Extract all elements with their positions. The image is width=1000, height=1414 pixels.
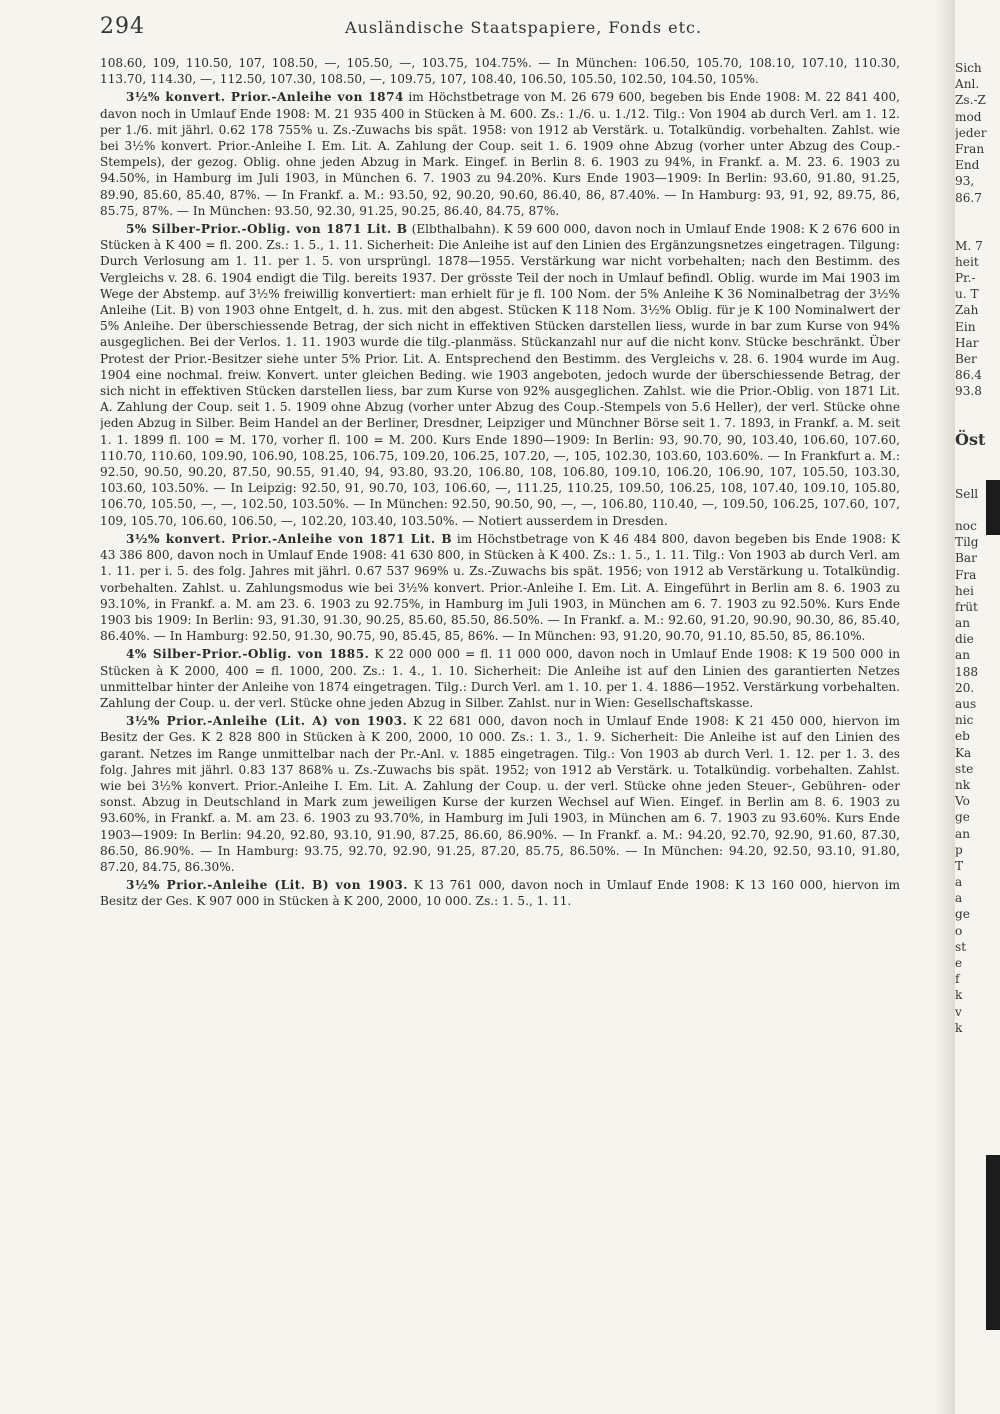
fragment-line: aus bbox=[955, 697, 977, 711]
fragment-line: heit bbox=[955, 254, 979, 269]
fragment-line: Vo bbox=[955, 794, 970, 809]
entry-heading: 3½% Prior.-Anleihe (Lit. B) von 1903. bbox=[126, 878, 409, 893]
fragment-line: T bbox=[955, 858, 964, 873]
fragment-line: nic bbox=[955, 713, 974, 728]
fragment-line: a bbox=[955, 891, 963, 906]
fragment-line: Zs.-Z bbox=[955, 93, 986, 108]
main-text-column bbox=[100, 55, 900, 1355]
entry-heading: 3½% konvert. Prior.-Anleihe von 1874 bbox=[126, 90, 404, 105]
fragment-line: ste bbox=[955, 761, 974, 776]
fragment-line: früt bbox=[955, 599, 978, 614]
entry-text: (Elbthalbahn). K 59 600 000, davon noch in Umlauf Ende 1908: K 2 676 600 in Stücken à K 400 = fl. 200. Zs.: 1. 5., 1. 11. Sicherheit: Die Anleihe ist auf den Linien des Ergänzungsnetzes eingetragen. Tilgung: Durch Verlosung am 1. 11. per 1. 5. von ursprüngl. 1878—1955. Verstärkung war nicht vorbehalten; nach den Bestimm. des Vergleichs v. 28. 6. 1904 endigt die Tilg. bereits 1937. Der grösste Teil der noch in Umlauf befindl. Oblig. wurde im Mai 1903 im Wege der Abstemp. auf 3½% freiwillig konvertiert: man erhielt für je fl. 100 Nom. der 5% Anleihe K 36 Nominalbetrag der 3½% Anleihe (Lit. B) von 1903 ohne Entgelt, d. h. zus. mit den abgest. Stücken K 118 Nom. 3½% Oblig. für je K 100 Nominalwert der 5% Anleihe. Der überschiessende Betrag, der sich nicht in effektiven Stücken darstellen liess, wurde in bar zum Kurse von 94% ausgeglichen. Bei der Verlos. 1. 11. 1903 wurde die tilg.-planmäss. Stückanzahl nur auf die nicht konv. Stücke beschränkt. Über Protest der Prior.-Besitzer siehe unter 5% Prior. Lit. A. Entsprechend den Bestimm. des Vergleichs v. 28. 6. 1904 wurde im Aug. 1904 eine nochmal. freiw. Konvert. unter gleichen Beding. wie 1903 angeboten, jedoch wurde der überschiessende Betrag, der sich nicht in effektiven Stücken darstellen liess, bar zum Kurse von 92% ausgeglichen. Zahlst. wie die Prior.-Oblig. von 1871 Lit. A. Zahlung der Coup. seit 1. 5. 1909 ohne Abzug (vorher unter Abzug des Coup.-Stempels von 5.6 Heller), der verl. Stücke ohne jeden Abzug in Silber. Beim Handel an der Berliner, Dresdner, Leipziger und Münchner Börse seit 1. 7. 1893, in Frankf. a. M. seit 1. 1. 1899 fl. 100 = M. 170, vorher fl. 100 = M. 200. Kurs Ende 1890—1909: In Berlin: 93, 90.70, 90, 103.40, 106.60, 107.60, 110.70, 110.60, 109.90, 106.90, 108.25, 106.75, 109.20, 106.25, 107.20, —, 105, 102.30, 103.60, 103.60%. — In Frankfurt a. M.: 92.50, 90.50, 90.20, 87.50, 90.55, 91.40, 94, 93.80, 93.20, 106.80, 108, 106.80, 109.10, 106.20, 106.90, 107, 105.50, 103.30, 103.60, 103.50%. — In Leipzig: 92.50, 91, 90.70, 103, 106.60, —, 111.25, 110.25, 109.50, 106.25, 108, 107.40, 109.10, 105.80, 106.70, 105.50, —, —, 102.50, 103.50%. — In München: 92.50, 90.50, 90, —, —, 106.80, 110.40, —, 109.50, 106.25, 107.60, 107, 109, 105.70, 106.60, 106.50, —, 102.20, 103.40, 103.50%. — Notiert ausserdem in Dresden. bbox=[100, 222, 900, 528]
fragment-line: p bbox=[955, 842, 963, 857]
fragment-line: M. 7 bbox=[955, 238, 983, 253]
page-edge-shadow bbox=[986, 480, 1000, 535]
fragment-line: Pr.- bbox=[955, 271, 976, 286]
running-head: Ausländische Staatspapiere, Fonds etc. bbox=[345, 18, 703, 37]
book-gutter bbox=[935, 0, 955, 1414]
fragment-line: k bbox=[955, 988, 963, 1003]
fragment-line: an bbox=[955, 648, 970, 663]
page-number: 294 bbox=[100, 14, 145, 39]
fragment-line: ge bbox=[955, 810, 970, 825]
entry-prior-anleihe-lit-b-1903 bbox=[100, 877, 900, 909]
entry-text: im Höchstbetrage von M. 26 679 600, begeben bis Ende 1908: M. 22 841 400, davon noch in Umlauf Ende 1908: M. 21 935 400 in Stücken à M. 600. Zs.: 1./6. u. 1./12. Tilg.: Von 1904 ab durch Verl. am 1. 12. per 1./6. mit jährl. 0.62 178 755% u. Zs.-Zuwachs bis spät. 1958: von 1912 ab Verstärk. u. Totalkündig. vorbehalten. Zahlst. wie bei 3½% konvert. Prior.-Anleihe I. Em. Lit. A. Zahlung der Coup. seit 1. 6. 1909 ohne Abzug (vorher unter Abzug des Coup.-Stempels), der gezog. Oblig. ohne jeden Abzug in Mark. Eingef. in Berlin 8. 6. 1903 zu 94%, in Frankf. a. M. 23. 6. 1903 zu 94.50%, in Hamburg im Juli 1903, in München 6. 7. 1903 zu 94.20%. Kurs Ende 1903—1909: In Berlin: 93.60, 91.80, 91.25, 89.90, 85.60, 85.40, 87%. — In Frankf. a. M.: 93.50, 92, 90.20, 90.60, 86.40, 86, 87.40%. — In Hamburg: 93, 91, 92, 89.75, 86, 85.75, 87%. — In München: 93.50, 92.30, 91.25, 90.25, 86.40, 84.75, 87%. bbox=[100, 90, 900, 218]
fragment-line: ge bbox=[955, 907, 970, 922]
fragment-line: 86.4 bbox=[955, 368, 982, 383]
fragment-line: die bbox=[955, 632, 974, 647]
fragment-line: o bbox=[955, 923, 963, 938]
fragment-line: u. T bbox=[955, 287, 979, 302]
fragment-heading: Öst bbox=[955, 429, 986, 449]
fragment-line: an bbox=[955, 826, 970, 841]
entry-text: K 13 761 000, davon noch in Umlauf Ende 1908: K 13 160 000, hiervon im Besitz der Ges. K 907 000 in Stücken à K 200, 2000, 10 000. Zs.: 1. 5., 1. 11. bbox=[100, 878, 900, 909]
fragment-line: Ber bbox=[955, 352, 977, 366]
paragraph-continued: 108.60, 109, 110.50, 107, 108.50, —, 105.50, —, 103.75, 104.75%. — In München: 106.50, 105.70, 108.10, 107.10, 110.30, 113.70, 114.30, —, 112.50, 107.30, 108.50, —, 109.75, 107, 108.40, 106.50, 105.50, 102.50, 104.50, 105%. bbox=[100, 56, 900, 87]
entry-silber-prior-1871-lit-b bbox=[100, 221, 900, 529]
fragment-line: nk bbox=[955, 777, 971, 792]
fragment-line: jeder bbox=[955, 125, 987, 140]
fragment-line: a bbox=[955, 875, 963, 890]
fragment-line: an bbox=[955, 616, 970, 631]
fragment-line: Tilg bbox=[955, 535, 979, 550]
fragment-line: hei bbox=[955, 583, 974, 598]
fragment-line: Sich bbox=[955, 61, 982, 75]
fragment-line: Fran bbox=[955, 141, 985, 156]
fragment-line: e bbox=[955, 956, 963, 970]
entry-prior-anleihe-lit-a-1903 bbox=[100, 713, 900, 875]
entry-text: K 22 000 000 = fl. 11 000 000, davon noch in Umlauf Ende 1908: K 19 500 000 in Stücken à K 2000, 400 = fl. 1000, 200. Zs.: 1. 4., 1. 10. Sicherheit: Die Anleihe ist auf den Linien des garantierten Netzes unmittelbar hinter der Anleihe von 1874 eingetragen. Tilg.: Durch Verl. am 1. 10. per 1. 4. 1886—1952. Verstärkung vorbehalten. Zahlung der Coup. u. der verl. Stücke ohne jeden Abzug in Silber. Zahlst. nur in Wien: Gesellschaftskasse. bbox=[100, 647, 900, 710]
entry-heading: 3½% Prior.-Anleihe (Lit. A) von 1903. bbox=[126, 714, 408, 729]
page-header bbox=[100, 14, 900, 54]
fragment-line: Ein bbox=[955, 319, 976, 334]
entry-konvert-prior-1871-lit-b bbox=[100, 531, 900, 644]
fragment-line: Ka bbox=[955, 745, 972, 760]
fragment-line: Anl. bbox=[955, 77, 980, 92]
entry-heading: 3½% konvert. Prior.-Anleihe von 1871 Lit. B bbox=[126, 531, 453, 546]
fragment-line: k bbox=[955, 1020, 963, 1035]
fragment-line: 20. bbox=[955, 680, 975, 695]
fragment-line: mod bbox=[955, 109, 982, 124]
entry-heading: 5% Silber-Prior.-Oblig. von 1871 Lit. B bbox=[126, 222, 408, 237]
fragment-line: End bbox=[955, 158, 980, 173]
fragment-line: 93, bbox=[955, 174, 975, 189]
entry-text: K 22 681 000, davon noch in Umlauf Ende 1908: K 21 450 000, hiervon im Besitz der Ges. K 2 828 800 in Stücken à K 200, 2000, 10 000. Zs.: 1. 3., 1. 9. Sicherheit: Die Anleihe ist auf den Linien des garant. Netzes im Range unmittelbar nach der Pr.-Anl. v. 1885 eingetragen. Tilg.: Von 1903 ab durch Verl. 1. 12. per 1. 3. des folg. Jahres mit jährl. 0.83 137 868% u. Zs.-Zuwachs bis spät. 1952; von 1912 ab Verstärk. u. Totalkündig. vorbehalten. Zahlst. wie bei 3½% konvert. Prior.-Anleihe I. Em. Lit. A. Zahlung der Coup. u. der verl. Stücke ohne jeden Steuer-, Gebühren- oder sonst. Abzug in Deutschland in Mark zum jeweiligen Kurse der kurzen Wechsel auf Wien. Eingef. in Berlin am 8. 6. 1903 zu 93.60%, in Frankf. a. M. am 23. 6. 1903 zu 93.70%, in Hamburg im Juli 1903, in München am 6. 7. 1903 zu 93.60%. Kurs Ende 1903—1909: In Berlin: 94.20, 92.80, 93.10, 91.90, 87.25, 86.60, 86.90%. — In Frankf. a. M.: 94.20, 92.70, 92.90, 91.60, 87.30, 86.50, 86.90%. — In Hamburg: 93.75, 92.70, 92.90, 91.25, 87.20, 85.75, 86.50%. — In München: 94.20, 92.50, 93.10, 91.80, 87.20, 84.75, 86.30%. bbox=[100, 714, 900, 874]
fragment-line: Zah bbox=[955, 303, 979, 318]
fragment-line: f bbox=[955, 972, 960, 987]
fragment-line: Fra bbox=[955, 567, 977, 582]
fragment-line: Bar bbox=[955, 551, 977, 566]
fragment-line: 188 bbox=[955, 664, 979, 679]
fragment-line: 86.7 bbox=[955, 190, 982, 205]
fragment-line: v bbox=[955, 1004, 962, 1019]
fragment-line: 93.8 bbox=[955, 384, 982, 399]
fragment-line: Har bbox=[955, 335, 979, 350]
entry-prior-anleihe-1874 bbox=[100, 89, 900, 219]
page-edge-shadow bbox=[986, 1155, 1000, 1330]
entry-text: im Höchstbetrage von K 46 484 800, davon begeben bis Ende 1908: K 43 386 800, davon noch in Umlauf Ende 1908: 41 630 800, in Stücken à K 400. Zs.: 1. 5., 1. 11. Tilg.: Von 1903 ab durch Verl. am 1. 11. per i. 5. des folg. Jahres mit jährl. 0.67 537 969% u. Zs.-Zuwachs bis spät. 1956; von 1912 ab Verstärkung u. Totalkündig. vorbehalten. Zahlst. u. Zahlungsmodus wie bei 3½% konvert. Prior.-Anleihe I. Em. Lit. A. Eingeführt in Berlin am 8. 6. 1903 zu 93.10%, in Frankf. a. M. am 23. 6. 1903 zu 92.75%, in Hamburg im Juli 1903, in München am 6. 7. 1903 zu 92.50%. Kurs Ende 1903 bis 1909: In Berlin: 93, 91.30, 91.30, 90.25, 85.60, 85.50, 86.50%. — In Frankf. a. M.: 92.60, 91.20, 90.90, 90.30, 86, 85.40, 86.40%. — In Hamburg: 92.50, 91.30, 90.75, 90, 85.45, 85, 86%. — In München: 93, 91.20, 90.70, 91.10, 85.50, 85, 86.10%. bbox=[100, 531, 900, 644]
fragment-line: st bbox=[955, 939, 967, 954]
entry-silber-prior-1885 bbox=[100, 646, 900, 711]
fragment-line: eb bbox=[955, 729, 970, 744]
entry-heading: 4% Silber-Prior.-Oblig. von 1885. bbox=[126, 647, 370, 662]
fragment-line: Sell bbox=[955, 486, 979, 501]
fragment-line: noc bbox=[955, 518, 977, 533]
